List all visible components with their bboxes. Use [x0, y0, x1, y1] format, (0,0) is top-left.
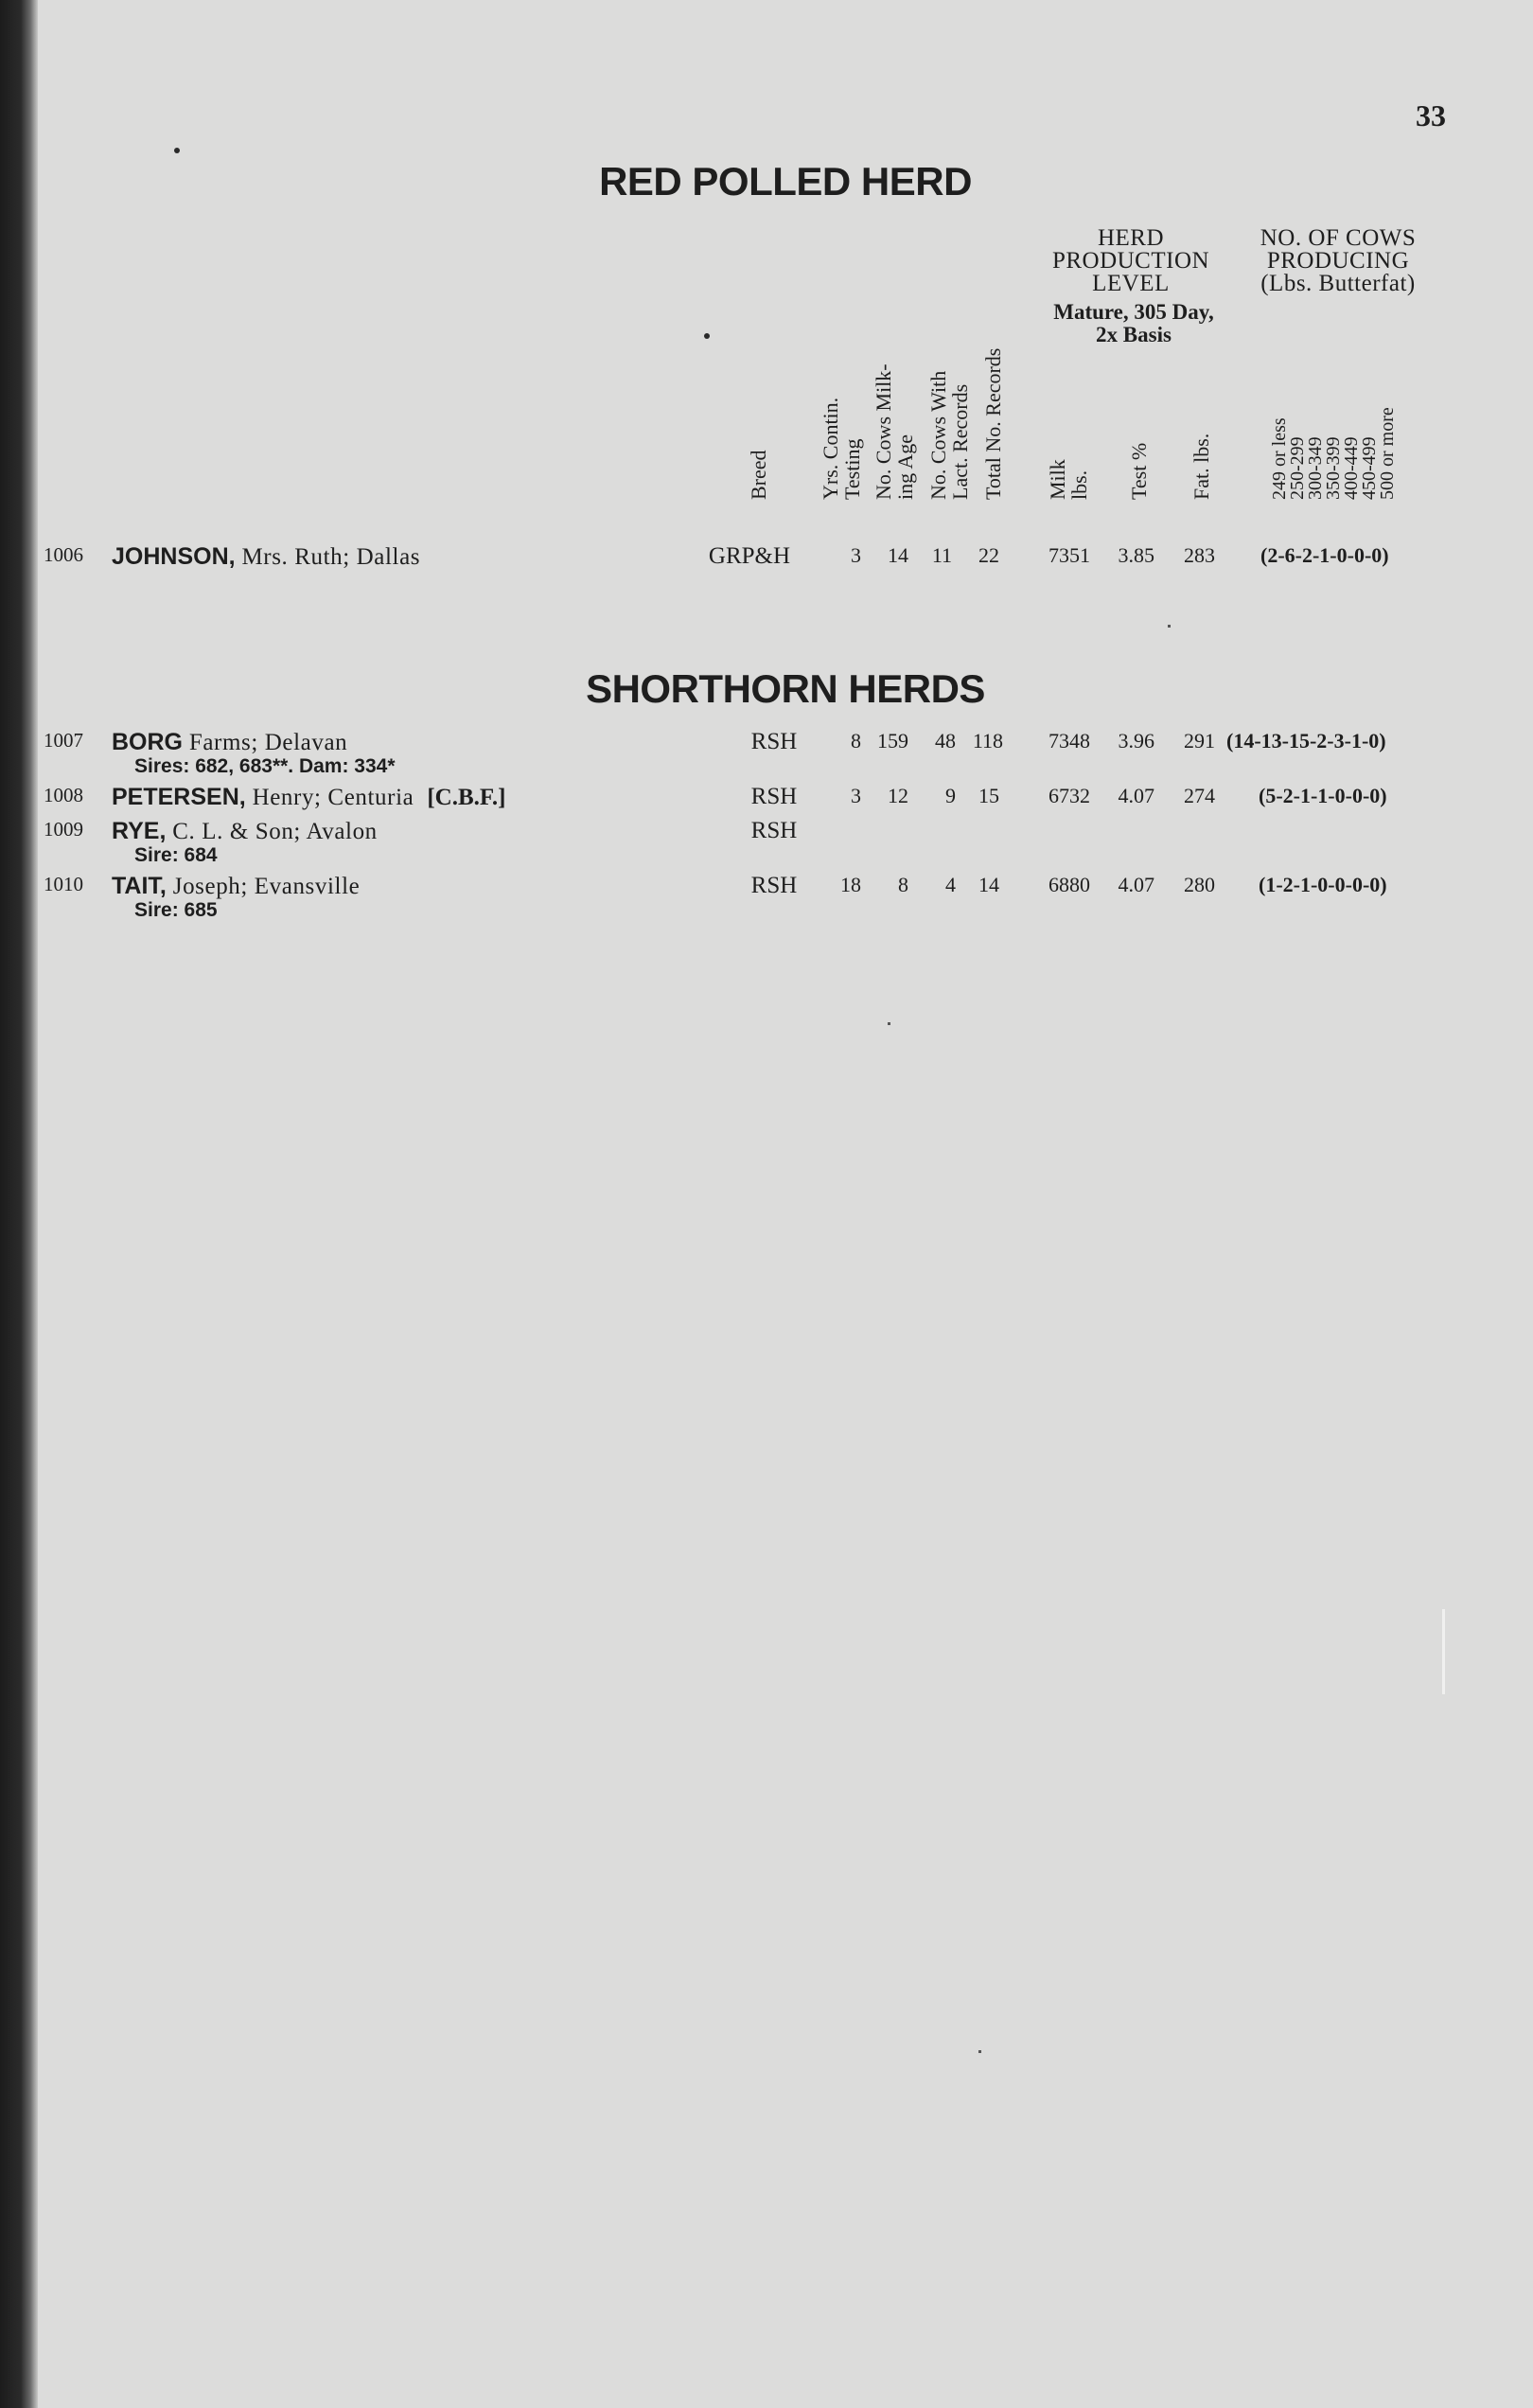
- owner-name: [112, 729, 347, 756]
- breed: RSH: [750, 873, 798, 898]
- cows-milking: 12: [888, 784, 908, 807]
- header-line: NO. OF COWS: [1260, 225, 1417, 251]
- col-header-butterfat-ranges: 249 or less 250-299 300-349 350-399 400-449 450-499 500 or more: [1269, 407, 1398, 500]
- cows-lact-records: 48: [935, 729, 956, 752]
- header-line: Mature, 305 Day,: [1053, 300, 1214, 324]
- milk-lbs: 6732: [1048, 784, 1090, 807]
- col-header-milk: Milk lbs.: [1046, 459, 1091, 500]
- total-records: 14: [978, 873, 999, 896]
- herd-number: 1006: [44, 543, 83, 566]
- total-records: 118: [972, 729, 1003, 752]
- header-line: 2x Basis: [1096, 323, 1172, 346]
- test-percent: 3.96: [1118, 729, 1154, 752]
- scan-speck: [704, 333, 710, 339]
- header-line: (Lbs. Butterfat): [1260, 271, 1416, 296]
- cows-producing-header: [1230, 227, 1446, 295]
- header-line: PRODUCTION: [1051, 248, 1210, 274]
- years-testing: 3: [851, 543, 861, 567]
- years-testing: 8: [851, 729, 861, 752]
- fat-lbs: 291: [1184, 729, 1215, 752]
- milk-lbs: 7351: [1048, 543, 1090, 567]
- milk-lbs: 6880: [1048, 873, 1090, 896]
- butterfat-distribution: (14-13-15-2-3-1-0): [1226, 729, 1386, 752]
- breed: RSH: [750, 818, 798, 843]
- herd-number: 1009: [44, 818, 83, 841]
- herd-number: 1010: [44, 873, 83, 895]
- sire-dam-note: Sires: 682, 683**. Dam: 334*: [134, 755, 396, 777]
- herd-number: 1007: [44, 729, 83, 752]
- owner-surname: TAIT,: [112, 873, 167, 899]
- scan-speck: [888, 1022, 890, 1025]
- breed: RSH: [750, 784, 798, 809]
- scan-edge-mark: [1442, 1609, 1445, 1694]
- fat-lbs: 274: [1184, 784, 1215, 807]
- col-header-cows-lact-records: No. Cows With Lact. Records: [926, 370, 972, 500]
- page-binding-edge: [0, 0, 38, 2408]
- years-testing: 18: [840, 873, 861, 896]
- cows-milking: 8: [898, 873, 908, 896]
- owner-details: Joseph; Evansville: [172, 874, 361, 899]
- scan-speck: [978, 2050, 981, 2053]
- cows-lact-records: 9: [945, 784, 956, 807]
- herd-production-basis: [1020, 301, 1247, 346]
- owner-name: [112, 818, 378, 845]
- owner-details: Farms; Delavan: [188, 730, 348, 755]
- owner-surname: RYE,: [112, 818, 167, 844]
- header-line: PRODUCING: [1266, 248, 1410, 274]
- owner-name: [112, 873, 360, 900]
- cows-lact-records: 11: [931, 543, 952, 567]
- owner-surname: BORG: [112, 729, 183, 755]
- col-header-years-testing: Yrs. Contin. Testing: [819, 397, 864, 500]
- cows-lact-records: 4: [945, 873, 956, 896]
- page-number: 33: [1416, 98, 1446, 133]
- herd-number: 1008: [44, 784, 83, 806]
- test-percent: 3.85: [1118, 543, 1154, 567]
- owner-details: Mrs. Ruth; Dallas: [241, 544, 421, 570]
- total-records: 15: [978, 784, 999, 807]
- owner-name: [112, 784, 505, 811]
- section-title-red-polled: RED POLLED HERD: [599, 159, 972, 204]
- scan-speck: [174, 148, 180, 153]
- header-line: HERD: [1097, 225, 1165, 251]
- sire-note: Sire: 684: [134, 844, 218, 866]
- scan-speck: [1168, 625, 1171, 628]
- breed: RSH: [750, 729, 798, 754]
- section-title-shorthorn: SHORTHORN HERDS: [586, 666, 985, 711]
- owner-details: Henry; Centuria: [252, 785, 414, 810]
- sire-note: Sire: 685: [134, 899, 218, 921]
- col-header-test: Test %: [1127, 442, 1151, 500]
- cows-milking: 159: [877, 729, 908, 752]
- program-tag: [C.B.F.]: [427, 785, 506, 810]
- total-records: 22: [978, 543, 999, 567]
- col-header-cows-milking: No. Cows Milk- ing Age: [872, 363, 917, 500]
- test-percent: 4.07: [1118, 784, 1154, 807]
- col-header-total-records: Total No. Records: [981, 347, 1005, 500]
- test-percent: 4.07: [1118, 873, 1154, 896]
- owner-name: [112, 543, 420, 571]
- herd-production-header: [1024, 227, 1238, 295]
- butterfat-distribution: (5-2-1-1-0-0-0): [1259, 784, 1387, 807]
- owner-surname: PETERSEN,: [112, 784, 246, 810]
- header-line: LEVEL: [1092, 271, 1170, 296]
- col-header-fat: Fat. lbs.: [1189, 433, 1213, 500]
- fat-lbs: 283: [1184, 543, 1215, 567]
- years-testing: 3: [851, 784, 861, 807]
- butterfat-distribution: (1-2-1-0-0-0-0): [1259, 873, 1387, 896]
- owner-surname: JOHNSON,: [112, 543, 236, 570]
- butterfat-distribution: (2-6-2-1-0-0-0): [1260, 543, 1389, 567]
- fat-lbs: 280: [1184, 873, 1215, 896]
- milk-lbs: 7348: [1048, 729, 1090, 752]
- cows-milking: 14: [888, 543, 908, 567]
- owner-details: C. L. & Son; Avalon: [172, 819, 378, 844]
- col-header-breed: Breed: [747, 450, 770, 500]
- breed: GRP&H: [708, 543, 791, 569]
